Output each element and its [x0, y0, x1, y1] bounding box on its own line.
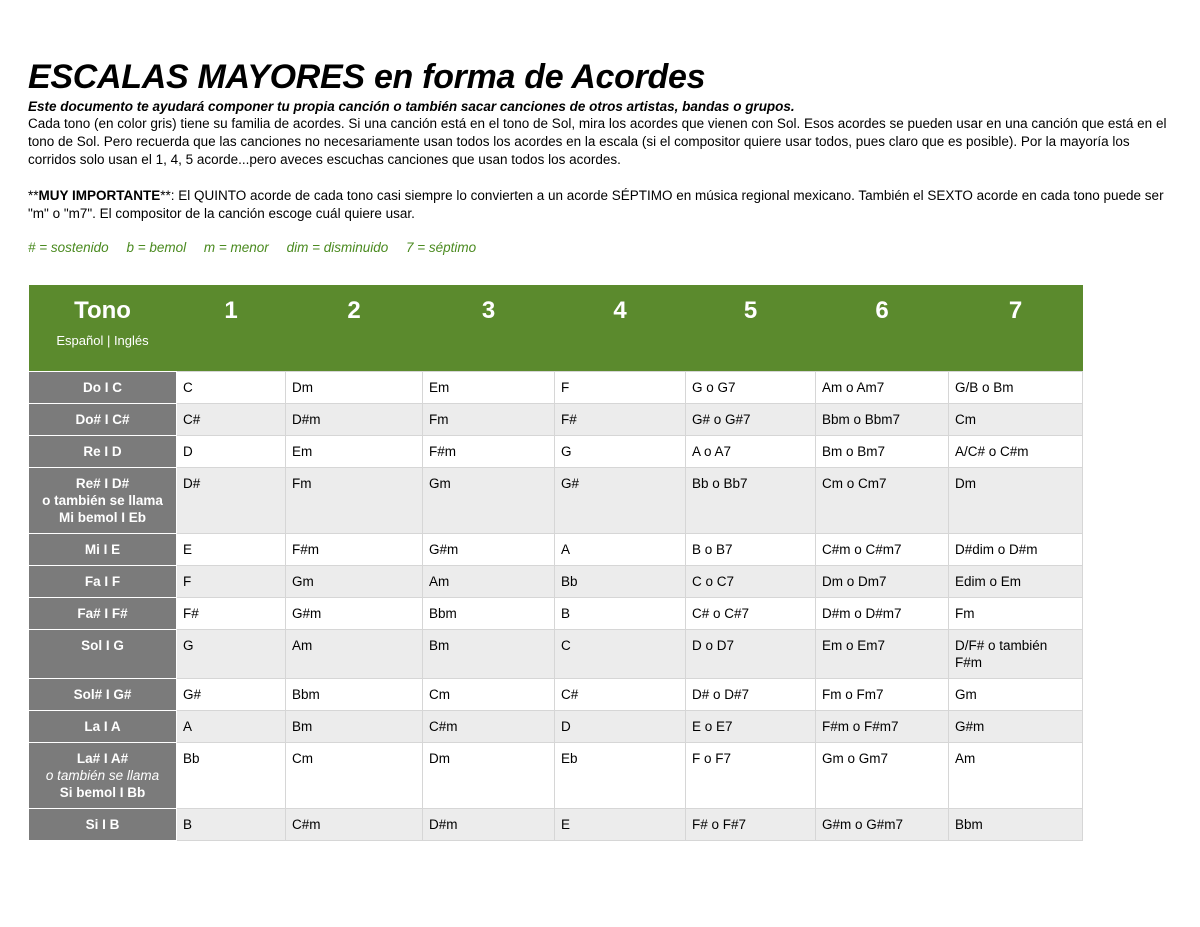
chord-cell: B [177, 809, 286, 841]
chord-cell: Bm [286, 711, 423, 743]
key-cell [29, 598, 177, 630]
key-cell [29, 566, 177, 598]
key-label: Re I D [83, 444, 122, 459]
chord-cell: Bbm [949, 809, 1083, 841]
chord-table [28, 285, 1083, 841]
chord-cell: Gm [423, 468, 555, 534]
chord-cell: A/C# o C#m [949, 436, 1083, 468]
header-col-2: 2 [286, 285, 423, 372]
important-prefix: ** [28, 188, 39, 203]
chord-cell: G# o G#7 [686, 404, 816, 436]
chord-cell: G/B o Bm [949, 372, 1083, 404]
chord-cell: Bb o Bb7 [686, 468, 816, 534]
chord-cell: F# [555, 404, 686, 436]
key-cell [29, 711, 177, 743]
chord-cell: D [555, 711, 686, 743]
table-row [29, 743, 1083, 809]
chord-cell: E [555, 809, 686, 841]
table-row [29, 809, 1083, 841]
chord-cell: Bb [555, 566, 686, 598]
key-label: o también se llama [42, 493, 163, 508]
table-row [29, 534, 1083, 566]
chord-cell: Fm [949, 598, 1083, 630]
key-label: Sol# I G# [73, 687, 132, 702]
chord-cell: C#m [423, 711, 555, 743]
table-row [29, 679, 1083, 711]
chord-cell: Am [949, 743, 1083, 809]
table-row [29, 711, 1083, 743]
key-label: Si bemol I Bb [59, 785, 146, 800]
key-label: Do I C [83, 380, 122, 395]
table-row [29, 436, 1083, 468]
table-row [29, 566, 1083, 598]
chord-cell: Fm [423, 404, 555, 436]
chord-cell: Bbm [423, 598, 555, 630]
chord-cell: B [555, 598, 686, 630]
key-cell [29, 468, 177, 534]
key-label: Do# I C# [75, 412, 130, 427]
key-label: o también se llama [45, 768, 160, 783]
chord-cell: Em [423, 372, 555, 404]
key-label: Si I B [85, 817, 120, 832]
chord-cell: G#m [286, 598, 423, 630]
key-cell [29, 809, 177, 841]
important-label: MUY IMPORTANTE [38, 188, 161, 203]
chord-cell: Bm o Bm7 [816, 436, 949, 468]
chord-cell: C# [555, 679, 686, 711]
key-label: Fa I F [84, 574, 121, 589]
key-label: La# I A# [76, 751, 129, 766]
chord-cell: F o F7 [686, 743, 816, 809]
chord-cell: F#m [423, 436, 555, 468]
chord-cell: C# [177, 404, 286, 436]
header-col-3: 3 [423, 285, 555, 372]
key-cell [29, 372, 177, 404]
chord-cell: Dm [949, 468, 1083, 534]
header-tono-label: Tono [74, 297, 131, 324]
chord-cell: Gm [286, 566, 423, 598]
chord-cell: G#m [423, 534, 555, 566]
chord-cell: C#m [286, 809, 423, 841]
chord-cell: G#m o G#m7 [816, 809, 949, 841]
key-cell [29, 534, 177, 566]
chord-cell: D#dim o D#m [949, 534, 1083, 566]
chord-cell: Eb [555, 743, 686, 809]
chord-cell: A [177, 711, 286, 743]
chord-cell: D# o D#7 [686, 679, 816, 711]
chord-cell: F [555, 372, 686, 404]
chord-cell: C# o C#7 [686, 598, 816, 630]
legend-item: 7 = séptimo [406, 240, 477, 255]
chord-cell: E o E7 [686, 711, 816, 743]
chord-cell: D [177, 436, 286, 468]
chord-cell: Gm o Gm7 [816, 743, 949, 809]
table-row [29, 598, 1083, 630]
chord-cell: B o B7 [686, 534, 816, 566]
chord-cell: Dm [423, 743, 555, 809]
chord-cell: F# [177, 598, 286, 630]
key-cell [29, 436, 177, 468]
chord-cell: E [177, 534, 286, 566]
header-col-7: 7 [949, 285, 1083, 372]
chord-cell: Bbm [286, 679, 423, 711]
table-row [29, 468, 1083, 534]
table-row [29, 372, 1083, 404]
key-cell [29, 630, 177, 679]
chord-cell: Am [286, 630, 423, 679]
header-col-5: 5 [686, 285, 816, 372]
chord-cell: Am [423, 566, 555, 598]
chord-cell: F#m [286, 534, 423, 566]
key-label: Sol I G [81, 638, 124, 653]
legend-item: m = menor [203, 240, 269, 255]
header-col-1: 1 [177, 285, 286, 372]
key-cell [29, 743, 177, 809]
chord-cell: C#m o C#m7 [816, 534, 949, 566]
chord-cell: Bm [423, 630, 555, 679]
chord-cell: Am o Am7 [816, 372, 949, 404]
header-col-6: 6 [816, 285, 949, 372]
page-title: ESCALAS MAYORES en forma de Acordes [28, 58, 706, 96]
chord-cell: C [555, 630, 686, 679]
chord-cell: Cm [423, 679, 555, 711]
subtitle: Este documento te ayudará componer tu propia canción o también sacar canciones de otros artistas, bandas o grupos. [28, 99, 795, 114]
chord-cell: D# [177, 468, 286, 534]
chord-cell: F# o F#7 [686, 809, 816, 841]
header-tono [29, 285, 177, 372]
important-paragraph [28, 187, 1168, 223]
key-cell [29, 679, 177, 711]
document-header [28, 55, 1168, 257]
chord-cell: A [555, 534, 686, 566]
header-col-4: 4 [555, 285, 686, 372]
chord-cell: Em o Em7 [816, 630, 949, 679]
chord-cell: D#m o D#m7 [816, 598, 949, 630]
key-label: Mi bemol I Eb [58, 510, 146, 525]
chord-cell: G# [177, 679, 286, 711]
chord-cell: Fm o Fm7 [816, 679, 949, 711]
chord-cell: Dm [286, 372, 423, 404]
chord-cell: Bb [177, 743, 286, 809]
chord-cell: C [177, 372, 286, 404]
header-tono-sub: Español | Inglés [56, 333, 149, 348]
chord-cell: D o D7 [686, 630, 816, 679]
table-row [29, 630, 1083, 679]
key-label: La I A [84, 719, 121, 734]
key-cell [29, 404, 177, 436]
chord-cell: C o C7 [686, 566, 816, 598]
chord-cell: Cm [949, 404, 1083, 436]
chord-cell: G# [555, 468, 686, 534]
chord-cell: Edim o Em [949, 566, 1083, 598]
chord-cell: Fm [286, 468, 423, 534]
intro-paragraph: Cada tono (en color gris) tiene su familia de acordes. Si una canción está en el tono de Sol, mira los acordes que vienen con Sol. Esos acordes se pueden usar en una canción que está en el tono de Sol. Pero recuerda que las canciones no necesariamente usan todos los acordes en la escala (si el compositor quiere usar todos, pues claro que es posible). Por la mayoría los corridos solo usan el 1, 4, 5 acorde...pero aveces escuchas canciones que usan todos los acordes. [28, 116, 1167, 167]
chord-cell: Gm [949, 679, 1083, 711]
chord-cell: Em [286, 436, 423, 468]
chord-cell: G [555, 436, 686, 468]
table-row [29, 404, 1083, 436]
table-header-row [29, 285, 1083, 372]
chord-cell: G o G7 [686, 372, 816, 404]
chord-cell: G [177, 630, 286, 679]
chord-cell: A o A7 [686, 436, 816, 468]
chord-cell: F#m o F#m7 [816, 711, 949, 743]
chord-cell: D/F# o también F#m [949, 630, 1083, 679]
legend-item: dim = disminuido [286, 240, 389, 255]
legend-item: b = bemol [126, 240, 187, 255]
chord-cell: Dm o Dm7 [816, 566, 949, 598]
chord-cell: G#m [949, 711, 1083, 743]
legend-item: # = sostenido [28, 240, 109, 255]
key-label: Mi I E [84, 542, 121, 557]
chord-cell: Cm o Cm7 [816, 468, 949, 534]
important-text: **: El QUINTO acorde de cada tono casi siempre lo convierten a un acorde SÉPTIMO en música regional mexicano. También el SEXTO acorde en cada tono puede ser "m" o "m7". El compositor de la canción escoge cuál quiere usar. [28, 188, 1164, 221]
key-label: Fa# I F# [77, 606, 128, 621]
chord-cell: F [177, 566, 286, 598]
chord-cell: Bbm o Bbm7 [816, 404, 949, 436]
chord-cell: D#m [423, 809, 555, 841]
table-body [29, 372, 1083, 841]
legend [28, 239, 1168, 257]
key-label: Re# I D# [75, 476, 130, 491]
chord-cell: Cm [286, 743, 423, 809]
chord-cell: D#m [286, 404, 423, 436]
